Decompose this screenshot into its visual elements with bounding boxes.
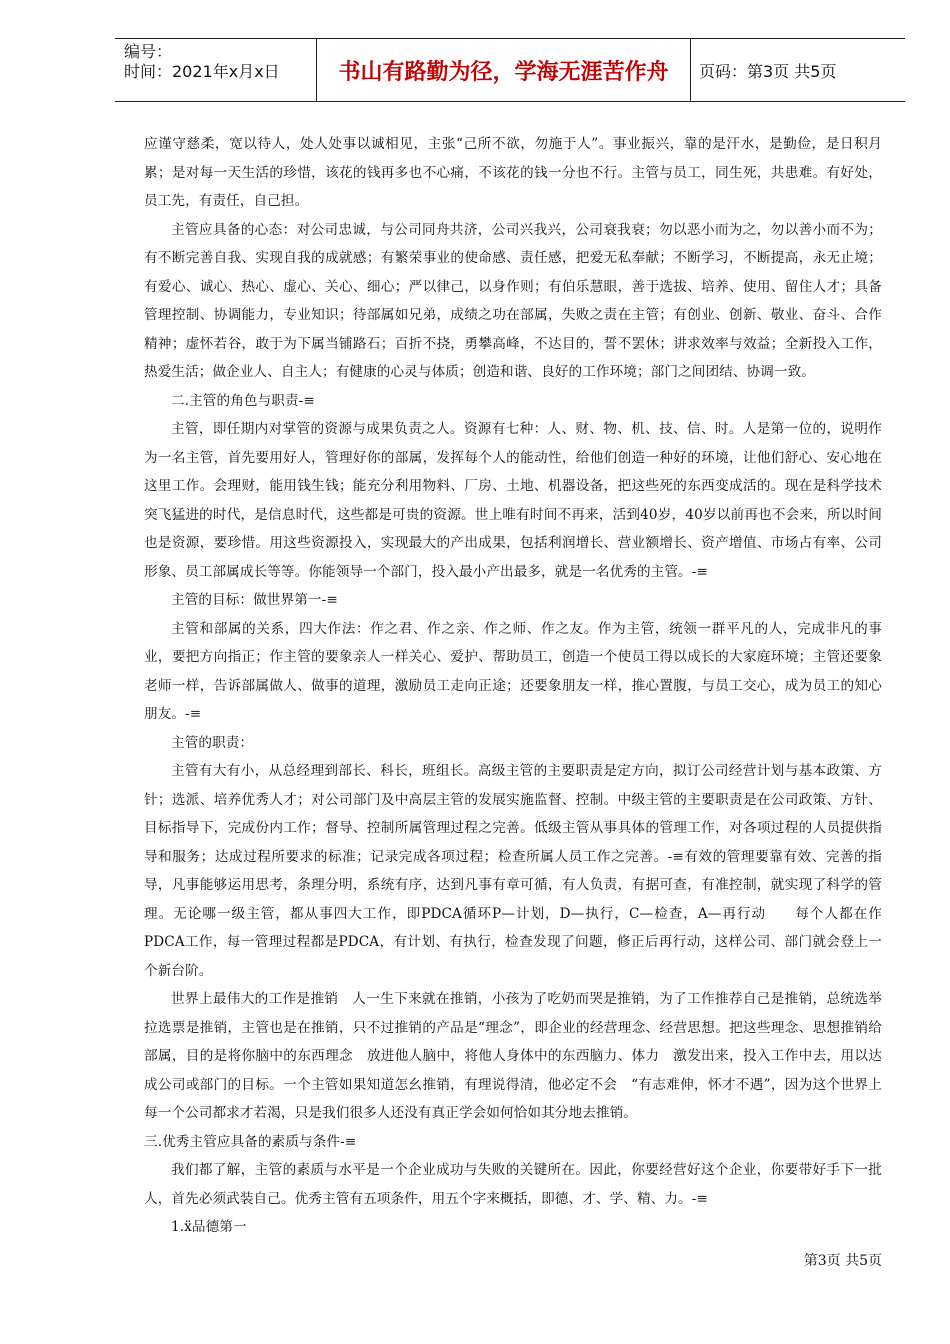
subheading: 主管的目标：做世界第一-≡ <box>171 592 338 608</box>
paragraph: 世界上最伟大的工作是推销 人一生下来就在推销，小孩为了吃奶而哭是推销，为了工作推荐自己是推销，总统选举拉选票是推销，主管也是在推销，只不过推销的产品是“理念”，即企业的经营理念、经营思想。把这些理念、思想推销给部属，目的是将你脑中的东西理念 放进他人脑中，将他人身体中的东西脑力、体力 激发出来，投入工作中去，用以达成公司或部门的目标。一个主管如果知道怎幺推销，有理说得清，他必定不会 “有志难伸，怀才不遇”，因为这个世界上每一个公司都求才若渴，只是我们很多人还没有真正学会如何恰如其分地去推销。 <box>144 991 882 1121</box>
page-footer: 第3页 共5页 <box>803 1253 882 1269</box>
section-heading: 三.优秀主管应具备的素质与条件-≡ <box>144 1133 357 1150</box>
subheading: 1.ẍ品德第一 <box>171 1219 247 1235</box>
paragraph: 主管应具备的心态：对公司忠诚，与公司同舟共济，公司兴我兴，公司衰我衰；勿以恶小而为之，勿以善小而不为；有不断完善自我、实现自我的成就感；有繁荣事业的使命感、责任感，把爱无私奉献；不断学习，不断提高，永无止境；有爱心、诚心、热心、虚心、关心、细心；严以律己，以身作则；有伯乐慧眼，善于选拔、培养、使用、留住人才；具备管理控制、协调能力，专业知识；待部属如兄弟，成绩之功在部属，失败之责在主管；有创业、创新、敬业、奋斗、合作精神；虚怀若谷，敢于为下属当铺路石；百折不挠，勇攀高峰，不达目的，誓不罢休；讲求效率与效益；全新投入工作，热爱生活；做企业人、自主人；有健康的心灵与体质；创造和谐、良好的工作环境；部门之间团结、协调一致。 <box>144 221 882 380</box>
document-number-label: 编号： <box>124 42 173 61</box>
document-date-label: 时间：2021年x月x日 <box>124 62 280 81</box>
paragraph: 我们都了解，主管的素质与水平是一个企业成功与失败的关键所在。因此，你要经营好这个企业，你要带好手下一批人，首先必须武装自己。优秀主管有五项条件，用五个字来概括，即德、才、学、精、力。-≡ <box>144 1162 882 1207</box>
header-motto: 书山有路勤为径，学海无涯苦作舟 <box>317 39 691 101</box>
section-heading: 二.主管的角色与职责-≡ <box>171 392 315 409</box>
header-page-label: 页码：第3页 共5页 <box>699 61 837 81</box>
paragraph: 主管有大有小，从总经理到部长、科长，班组长。高级主管的主要职责是定方向，拟订公司经营计划与基本政策、方针；选派、培养优秀人才；对公司部门及中高层主管的发展实施监督、控制。中级主管的主要职责是在公司政策、方针、目标指导下，完成份内工作；督导、控制所属管理过程之完善。低级主管从事具体的管理工作，对各项过程的人员提供指导和服务；达成过程所要求的标准；记录完成各项过程；检查所属人员工作之完善。-≡有效的管理要靠有效、完善的指导，凡事能够运用思考，条理分明，系统有序，达到凡事有章可循，有人负责，有据可查，有准控制，就实现了科学的管理。无论哪一级主管，都从事四大工作，即PDCA循环P—计划，D—执行，C—检查，A—再行动 每个人都在作PDCA工作，每一管理过程都是PDCA，有计划、有执行，检查发现了问题，修正后再行动，这样公司、部门就会登上一个新台阶。 <box>144 763 882 979</box>
subheading: 主管的职责： <box>171 734 254 751</box>
header-meta <box>115 39 317 101</box>
page-header <box>115 38 905 102</box>
paragraph: 应谨守慈柔，宽以待人，处人处事以诚相见，主张“己所不欲，勿施于人”。事业振兴，靠的是汗水，是勤俭，是日积月累；是对每一天生活的珍惜，该花的钱再多也不心痛，不该花的钱一分也不行。主管与员工，同生死，共患难。有好处，员工先，有责任，自己担。 <box>144 136 882 209</box>
paragraph: 主管和部属的关系，四大作法：作之君、作之亲、作之师、作之友。作为主管，统领一群平凡的人，完成非凡的事业，要把方向指正；作主管的要象亲人一样关心、爱护、帮助员工，创造一个使员工得以成长的大家庭环境；主管还要象老师一样，告诉部属做人、做事的道理，激励员工走向正途；还要象朋友一样，推心置腹，与员工交心，成为员工的知心朋友。-≡ <box>144 620 882 722</box>
paragraph: 主管，即任期内对掌管的资源与成果负责之人。资源有七种：人、财、物、机、技、信、时。人是第一位的，说明作为一名主管，首先要用好人，管理好你的部属，发挥每个人的能动性，给他们创造一种好的环境，让他们舒心、安心地在这里工作。会理财，能用钱生钱；能充分利用物料、厂房、土地、机器设备，把这些死的东西变成活的。现在是科学技术突飞猛进的时代，是信息时代，这些都是可贵的资源。世上唯有时间不再来，活到40岁，40岁以前再也不会来，所以时间也是资源，要珍惜。用这些资源投入，实现最大的产出成果，包括利润增长、营业额增长、资产增值、市场占有率、公司形象、员工部属成长等等。你能领导一个部门，投入最小产出最多，就是一名优秀的主管。-≡ <box>144 421 882 580</box>
document-body <box>144 130 882 1242</box>
